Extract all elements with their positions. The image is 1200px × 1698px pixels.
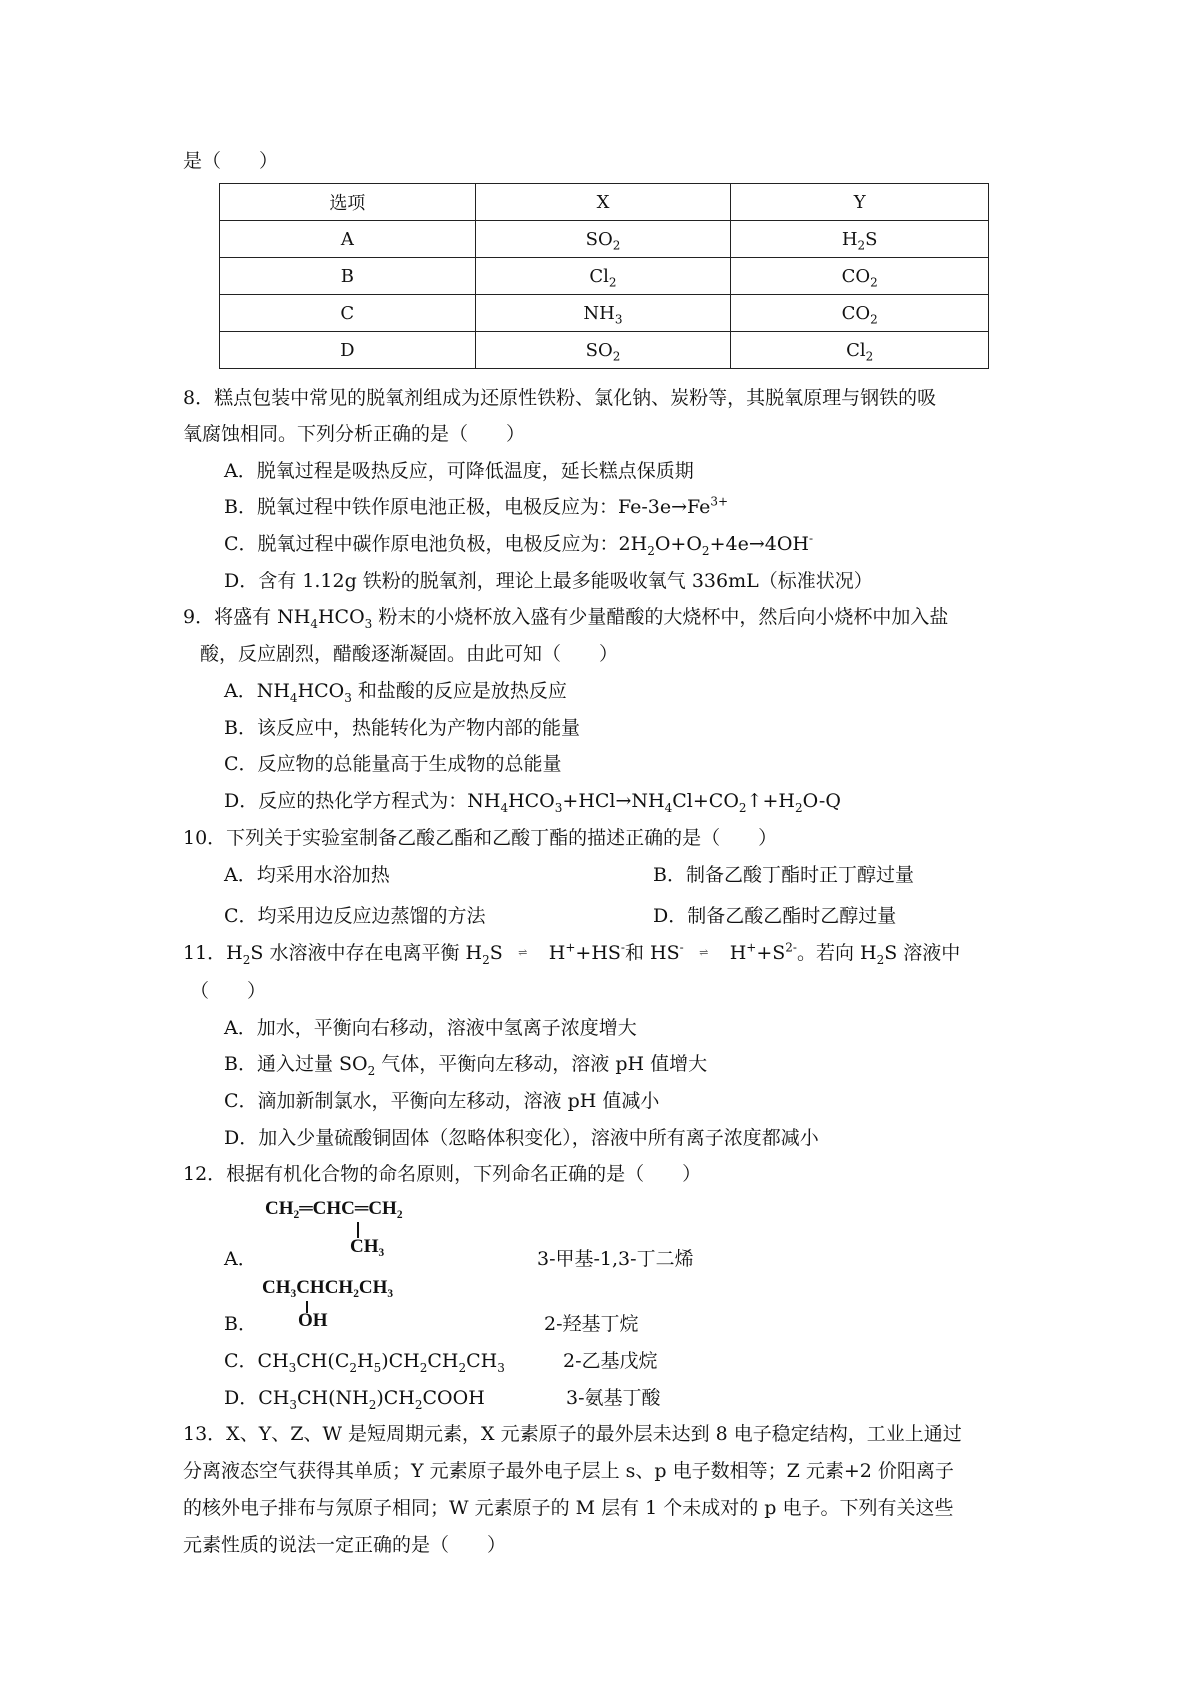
q10-option-a: A．均采用水浴加热 [224, 864, 390, 886]
q9-option-a: A．$NH_4HCO_3$ 和盐酸的反应是放热反应 [224, 680, 567, 705]
structure-b-main: CH₃CHCH₂CH₃ [262, 1277, 394, 1298]
table-row [220, 258, 989, 295]
q10-option-d: D．制备乙酸乙酯时乙醇过量 [653, 905, 897, 927]
q11-option-a: A．加水，平衡向右移动，溶液中氢离子浓度增大 [224, 1017, 637, 1039]
options-table [219, 183, 989, 369]
table-header-cell: 选项 [220, 184, 476, 221]
table-cell-option: A [220, 221, 476, 258]
q11-stem-line1: 11．$H_2S$ 水溶液中存在电离平衡 $H_2S$ ⇌ H++HS-和 HS- ⇌ $H^++S^{2-}$。若向 $H_2S$ 溶液中 [183, 940, 961, 967]
q12-stem: 12．根据有机化合物的命名原则，下列命名正确的是（ ） [183, 1163, 702, 1185]
q11-option-d: D．加入少量硫酸铜固体（忽略体积变化），溶液中所有离子浓度都减小 [224, 1127, 819, 1149]
q9-stem-line2: 酸，反应剧烈，醋酸逐渐凝固。由此可知（ ） [200, 643, 619, 665]
q12-option-c: C．$CH_3CH(C_2H_5)CH_2CH_2CH_3$ [224, 1350, 505, 1375]
table-cell-option: B [220, 258, 476, 295]
table-cell-option: C [220, 295, 476, 332]
q9-stem-line1: 9．将盛有 $NH_4HCO_3$ 粉末的小烧杯放入盛有少量醋酸的大烧杯中，然后向小烧杯中加入盐 [183, 606, 949, 631]
q13-stem-line2: 分离液态空气获得其单质；Y 元素原子最外电子层上 s、p 电子数相等；Z 元素+2 价阳离子 [183, 1460, 954, 1482]
table-cell-y: $CO_2$ [731, 295, 989, 332]
q8-option-a: A．脱氧过程是吸热反应，可降低温度，延长糕点保质期 [224, 460, 694, 482]
q12-option-b-name: 2-羟基丁烷 [544, 1313, 639, 1335]
table-cell-x: $NH_3$ [475, 295, 731, 332]
q12-option-d-name: 3-氨基丁酸 [566, 1387, 661, 1409]
structure-a-main: CH₂═CHC═CH₂ [265, 1198, 403, 1219]
q10-stem: 10．下列关于实验室制备乙酸乙酯和乙酸丁酯的描述正确的是（ ） [183, 827, 778, 849]
q8-option-d: D．含有 1.12g 铁粉的脱氧剂，理论上最多能吸收氧气 336mL（标准状况） [224, 570, 873, 592]
q10-option-b: B．制备乙酸丁酯时正丁醇过量 [653, 864, 914, 886]
table-cell-x: $SO_2$ [475, 332, 731, 369]
table-row [220, 332, 989, 369]
table-cell-x: $Cl_2$ [475, 258, 731, 295]
q12-option-a-name: 3-甲基-1,3-丁二烯 [537, 1248, 694, 1270]
table-header-cell: Y [731, 184, 989, 221]
q7-tail: 是（ ） [183, 150, 279, 172]
q13-stem-line3: 的核外电子排布与氖原子相同；W 元素原子的 M 层有 1 个未成对的 p 电子。下列有关这些 [183, 1497, 954, 1519]
q8-stem-line1: 8．糕点包装中常见的脱氧剂组成为还原性铁粉、氯化钠、炭粉等，其脱氧原理与钢铁的吸 [183, 387, 937, 409]
q8-stem-line2: 氧腐蚀相同。下列分析正确的是（ ） [183, 423, 526, 445]
equilibrium-arrow-icon: ⇌ [518, 946, 528, 959]
table-header-row [220, 184, 989, 221]
q8-option-c: C．脱氧过程中碳作原电池负极，电极反应为：$2H_2O+O_2+4e\to 4OH^-$ [224, 531, 814, 558]
q9-option-b: B．该反应中，热能转化为产物内部的能量 [224, 717, 580, 739]
table-header-cell: X [475, 184, 731, 221]
q13-stem-line1: 13．X、Y、Z、W 是短周期元素，X 元素原子的最外层未达到 8 电子稳定结构，工业上通过 [183, 1423, 962, 1445]
q12-option-c-name: 2-乙基戊烷 [563, 1350, 658, 1372]
table-row [220, 221, 989, 258]
q12-option-b-label: B． [224, 1313, 257, 1335]
q9-option-d: D．反应的热化学方程式为：$NH_4HCO_3+HCl\to NH_4Cl+CO_2↑+H_2O-Q$ [224, 790, 841, 815]
q8-option-b: B．脱氧过程中铁作原电池正极，电极反应为：$Fe-3e\to Fe^{3+}$ [224, 494, 729, 518]
table-row [220, 295, 989, 332]
table-cell-x: $SO_2$ [475, 221, 731, 258]
q11-option-c: C．滴加新制氯水，平衡向左移动，溶液 pH 值减小 [224, 1090, 660, 1112]
structure-b-substituent: OH [298, 1310, 328, 1331]
q12-option-d: D．$CH_3CH(NH_2)CH_2COOH$ [224, 1387, 485, 1412]
table-cell-option: D [220, 332, 476, 369]
equilibrium-arrow-icon: ⇌ [699, 946, 709, 959]
table-cell-y: $H_2S$ [731, 221, 989, 258]
q9-option-c: C．反应物的总能量高于生成物的总能量 [224, 753, 562, 775]
q11-option-b: B．通入过量 $SO_2$ 气体，平衡向左移动，溶液 pH 值增大 [224, 1053, 708, 1078]
table-cell-y: $CO_2$ [731, 258, 989, 295]
q13-stem-line4: 元素性质的说法一定正确的是（ ） [183, 1534, 507, 1556]
q12-option-a-label: A． [224, 1248, 257, 1270]
q10-option-c: C．均采用边反应边蒸馏的方法 [224, 905, 486, 927]
q11-stem-line2: （ ） [190, 980, 267, 1002]
structure-a-substituent: CH₃ [350, 1236, 385, 1257]
table-cell-y: $Cl_2$ [731, 332, 989, 369]
